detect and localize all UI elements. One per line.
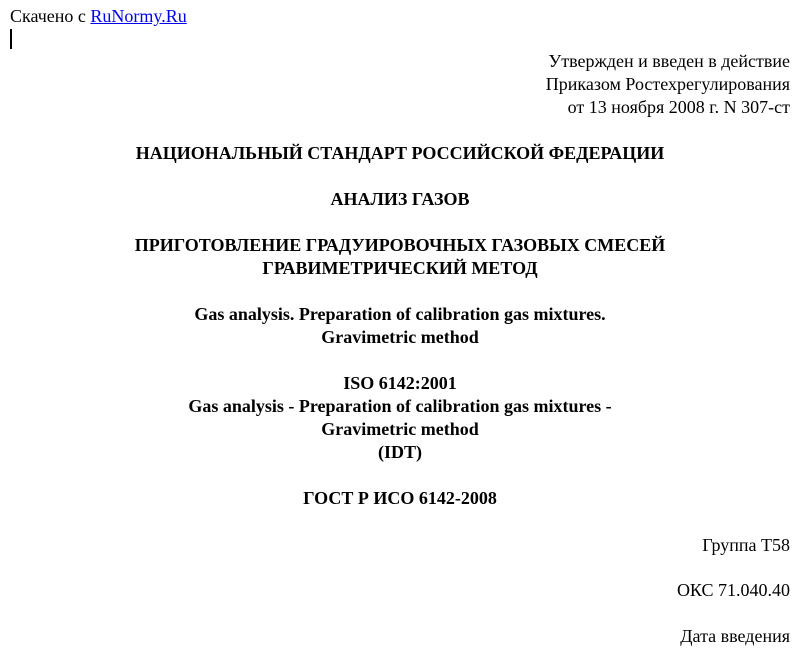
iso-number: ISO 6142:2001	[343, 373, 457, 393]
iso-equivalence: (IDT)	[378, 442, 422, 462]
intro-date-label: Дата введения	[680, 626, 790, 646]
text-cursor	[10, 29, 12, 49]
approval-line-1: Утвержден и введен в действие	[548, 51, 790, 71]
source-line	[10, 5, 187, 28]
source-link[interactable]: RuNormy.Ru	[90, 6, 187, 26]
gost-number: ГОСТ Р ИСО 6142-2008	[303, 488, 497, 508]
english-title-line-1: Gas analysis. Preparation of calibration gas mixtures.	[194, 304, 606, 324]
subject: АНАЛИЗ ГАЗОВ	[330, 189, 470, 209]
source-prefix: Скачено с	[10, 6, 91, 26]
russian-title	[0, 234, 796, 280]
approval-line-2: Приказом Ростехрегулирования	[545, 74, 790, 94]
standard-type: НАЦИОНАЛЬНЫЙ СТАНДАРТ РОССИЙСКОЙ ФЕДЕРАЦИИ	[135, 143, 665, 163]
english-title	[0, 303, 796, 349]
oks-label: ОКС 71.040.40	[676, 580, 790, 600]
iso-title-line-2: Gravimetric method	[321, 419, 479, 439]
russian-title-line-2: ГРАВИМЕТРИЧЕСКИЙ МЕТОД	[262, 258, 538, 278]
approval-line-3: от 13 ноября 2008 г. N 307-ст	[567, 97, 790, 117]
iso-title-line-1: Gas analysis - Preparation of calibration gas mixtures -	[188, 396, 612, 416]
russian-title-line-1: ПРИГОТОВЛЕНИЕ ГРАДУИРОВОЧНЫХ ГАЗОВЫХ СМЕСЕЙ	[134, 235, 666, 255]
group-label: Группа T58	[702, 535, 790, 555]
iso-reference	[0, 372, 796, 464]
subject-heading	[0, 188, 796, 211]
english-title-line-2: Gravimetric method	[321, 327, 479, 347]
gost-heading	[0, 487, 796, 510]
standard-type-heading	[0, 142, 796, 165]
approval-block	[546, 50, 790, 119]
